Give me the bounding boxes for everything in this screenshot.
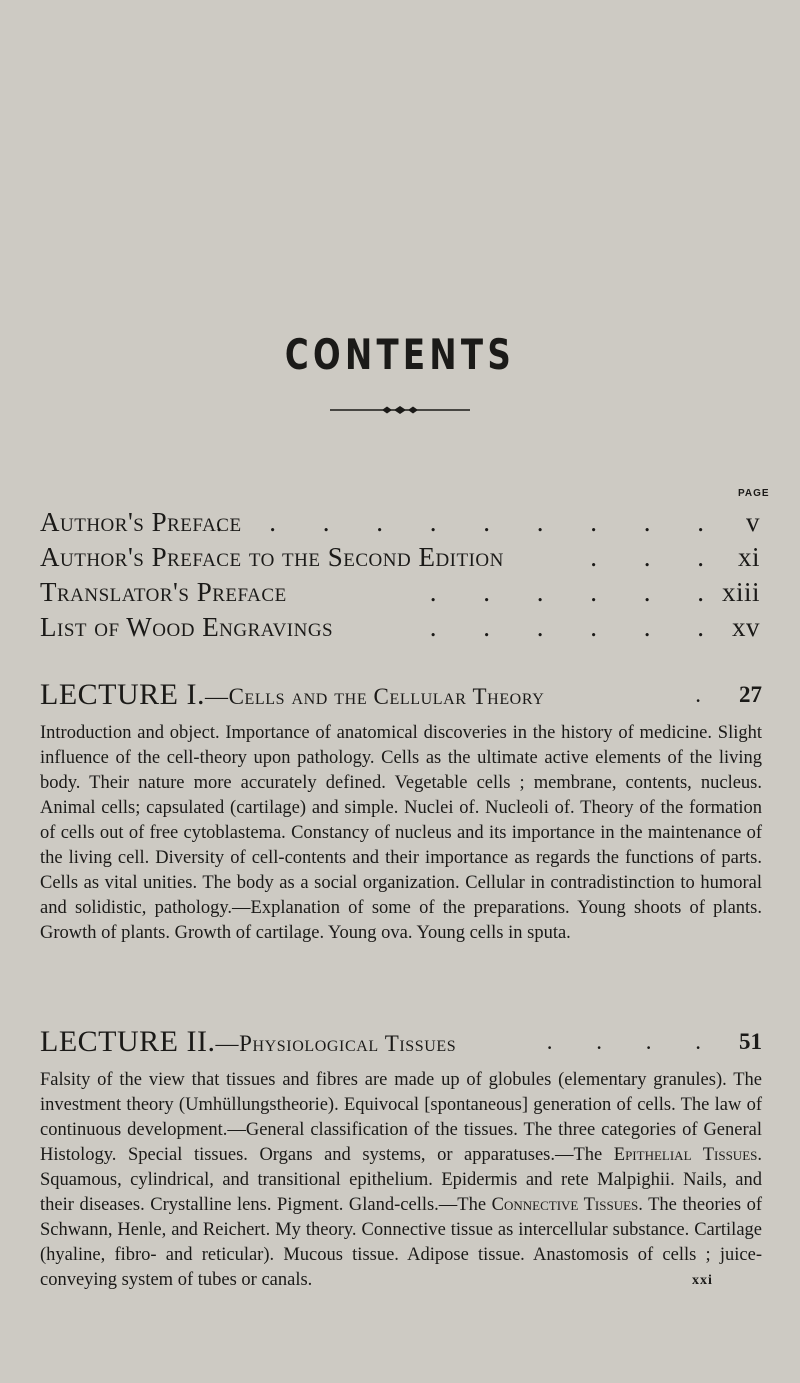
toc-entry[interactable] [40, 505, 760, 540]
toc-entry-label: List of Wood Engravings [40, 612, 334, 642]
lecture-summary: Introduction and object. Importance of anatomical discoveries in the history of medicine. Slight influence of the cell-theory upon pathology. Cells as the ultimate active elements of the living body. Their nature more accurately defined. Vegetable cells ; membrane, contents, nucleus. Animal cells; capsulated (cartilage) and simple. Nuclei of. Nucleoli of. Theory of the formation of cells out of free cytoblastema. Constancy of nucleus and its importance in the maintenance of the living cell. Diversity of cell-contents and their importance as regards the functions of parts. Cells as vital unities. The body as a social organization. Cellular in contradistinction to humoral and solidistic, pathology.—Explanation of some of the preparations. Young shoots of plants. Growth of plants. Growth of cartilage. Young ova. Young cells in sputa. [40, 723, 762, 943]
page-column-label: PAGE [738, 488, 770, 499]
lecture-heading[interactable] [40, 677, 762, 713]
page-title: CONTENTS [284, 330, 516, 379]
lecture-page: 51 [739, 1029, 762, 1054]
toc-entry-label: Author's Preface [40, 507, 242, 537]
toc-entry[interactable] [40, 575, 760, 610]
toc-entry-label: Translator's Preface [40, 577, 287, 607]
dot-leader: . . . . . . [429, 612, 724, 642]
dot-leader: . [695, 682, 720, 707]
toc-entry-page: xv [732, 612, 760, 642]
dot-leader: . . . . [546, 1029, 720, 1054]
section-name: Connective Tissues [491, 1195, 639, 1215]
lecture-title: —Cells and the Cellular Theory [204, 684, 545, 709]
summary-text: Falsity of the view that tissues and fibres are made up of globules (elementary granules). The investment theory (Umhüllungstheorie). Equivocal [spontaneous] generation of cells. The law of continuous development.—General classification of the tissues. The three categories of General Histology. Special tissues. Organs and systems, or apparatuses.—The [40, 1070, 762, 1165]
toc-entry[interactable] [40, 610, 760, 645]
toc-entry[interactable] [40, 540, 760, 575]
title-ornament [330, 406, 470, 414]
summary-text: . Squamous, cylindrical, and transitional epithelium. Epidermis and rete Malpighii. Nails, and their diseases. Crystalline lens. Pigment. Gland-cells.—The [40, 1145, 762, 1215]
section-name: Epithelial Tissues [613, 1145, 758, 1165]
lecture-summary [40, 1068, 762, 1293]
lecture-entry-1 [40, 677, 762, 946]
dot-leader: . . . . . . . . . . [215, 507, 724, 537]
toc-entry-label: Author's Preface to the Second Edition [40, 542, 504, 572]
front-matter-list [40, 505, 760, 645]
lecture-number: LECTURE II. [40, 1025, 216, 1058]
dot-leader: . . . [590, 542, 724, 572]
dot-leader: . . . . . . [429, 577, 724, 607]
lecture-number: LECTURE I. [40, 678, 205, 711]
toc-entry-page: xi [737, 542, 760, 572]
lecture-title: —Physiological Tissues [215, 1031, 457, 1056]
toc-entry-page: xiii [721, 577, 760, 607]
page-signature: xxi [692, 1273, 713, 1288]
lecture-entry-2 [40, 1024, 762, 1293]
summary-text: . The theories of Schwann, Henle, and Reichert. My theory. Connective tissue as intercellular substance. Cartilage (hyaline, fibro- and reticular). Mucous tissue. Adipose tissue. Anastomosis of cells ; juice-conveying system of tubes or canals. [40, 1195, 763, 1290]
lecture-page: 27 [739, 682, 762, 707]
lecture-heading[interactable] [40, 1024, 762, 1060]
toc-entry-page: v [746, 507, 760, 537]
